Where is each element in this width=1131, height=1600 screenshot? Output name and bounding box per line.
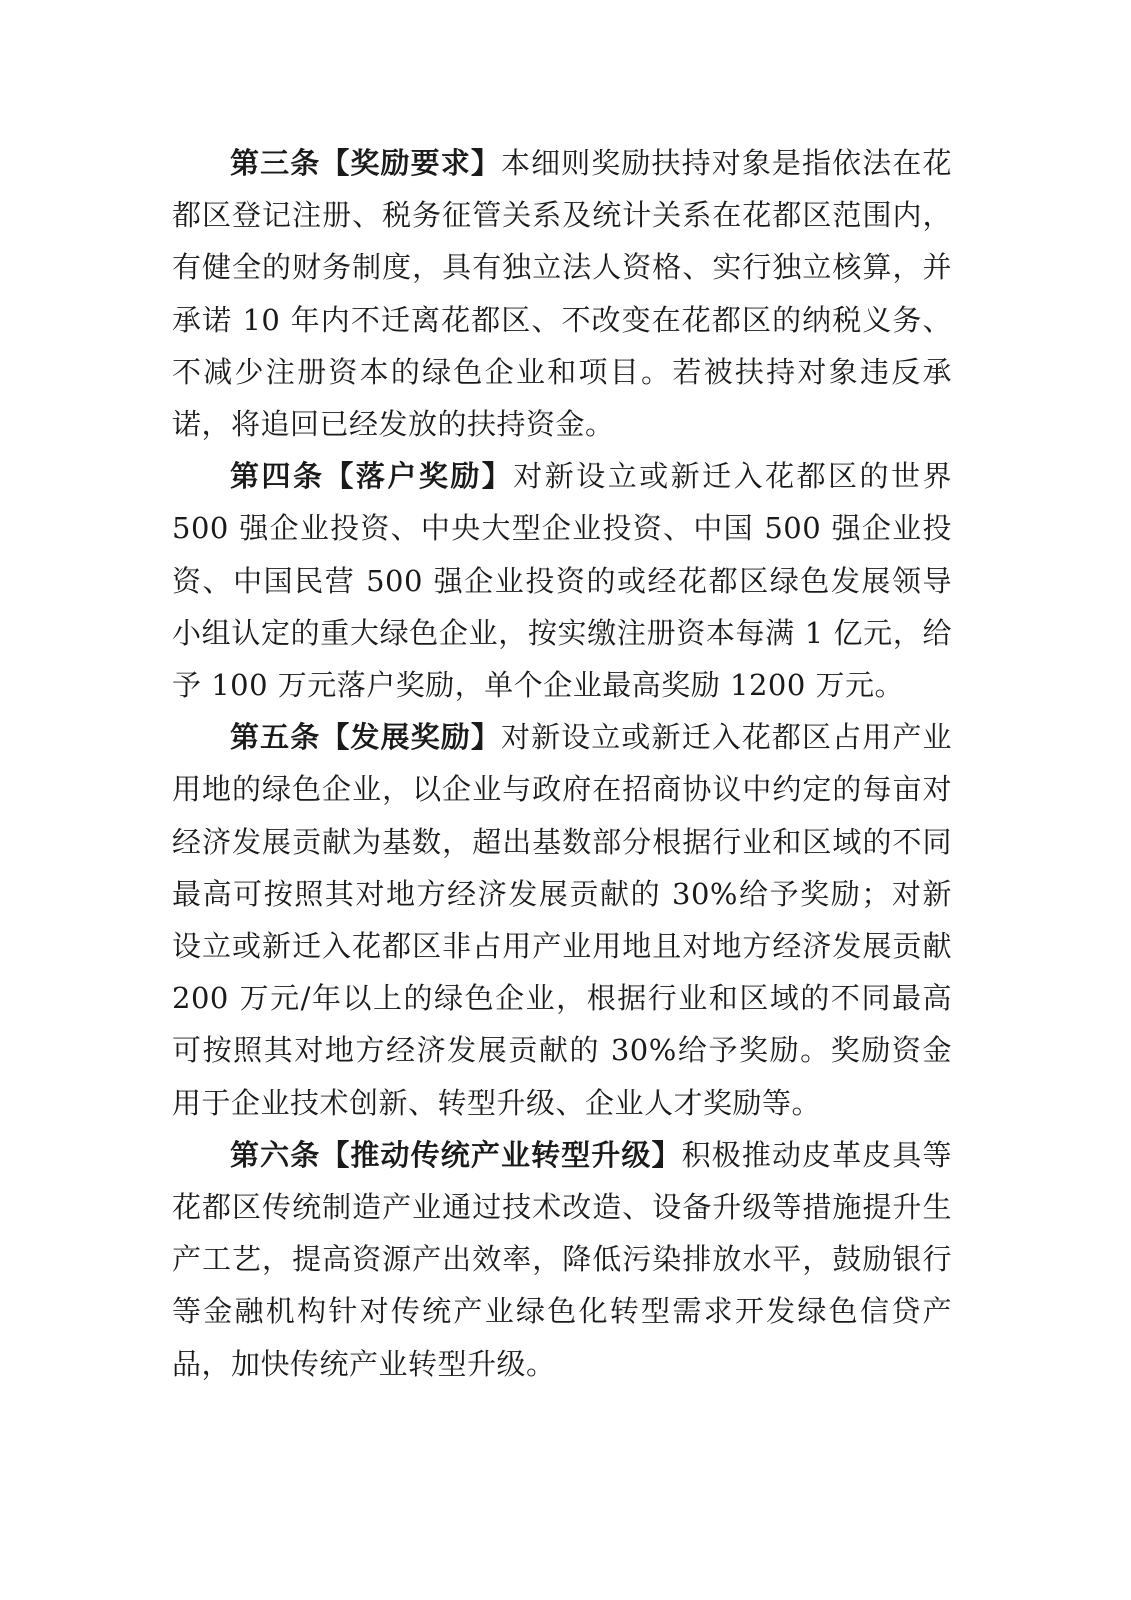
article-5-body: 对新设立或新迁入花都区占用产业用地的绿色企业，以企业与政府在招商协议中约定的每亩对经济发展贡献为基数，超出基数部分根据行业和区域的不同最高可按照其对地方经济发展贡献的 30%给予奖励；对新设立或新迁入花都区非占用产业用地且对地方经济发展贡献 200 万元/年以上的绿色企业，根据行业和区域的不同最高可按照其对地方经济发展贡献的 30%给予奖励。奖励资金用于企业技术创新、转型升级、企业人才奖励等。 [172, 720, 952, 1120]
article-3-body: 本细则奖励扶持对象是指依法在花都区登记注册、税务征管关系及统计关系在花都区范围内，有健全的财务制度，具有独立法人资格、实行独立核算，并承诺 10 年内不迁离花都区、不改变在花都区的纳税义务、不减少注册资本的绿色企业和项目。若被扶持对象违反承诺，将追回已经发放的扶持资金。 [172, 146, 952, 442]
article-4-body: 对新设立或新迁入花都区的世界 500 强企业投资、中央大型企业投资、中国 500 强企业投资、中国民营 500 强企业投资的或经花都区绿色发展领导小组认定的重大绿色企业，按实缴注册资本每满 1 亿元，给予 100 万元落户奖励，单个企业最高奖励 1200 万元。 [172, 459, 952, 703]
article-5 [172, 711, 952, 1129]
article-4-title: 第四条【落户奖励】 [230, 459, 514, 494]
article-6 [172, 1129, 952, 1390]
document-page [172, 137, 952, 1390]
article-5-title: 第五条【发展奖励】 [230, 720, 501, 755]
article-6-title: 第六条【推动传统产业转型升级】 [230, 1137, 682, 1172]
article-6-body: 积极推动皮革皮具等花都区传统制造产业通过技术改造、设备升级等措施提升生产工艺，提高资源产出效率，降低污染排放水平，鼓励银行等金融机构针对传统产业绿色化转型需求开发绿色信贷产品，加快传统产业转型升级。 [172, 1137, 952, 1381]
article-4 [172, 450, 952, 711]
article-3-title: 第三条【奖励要求】 [230, 146, 501, 180]
article-3 [172, 137, 952, 450]
